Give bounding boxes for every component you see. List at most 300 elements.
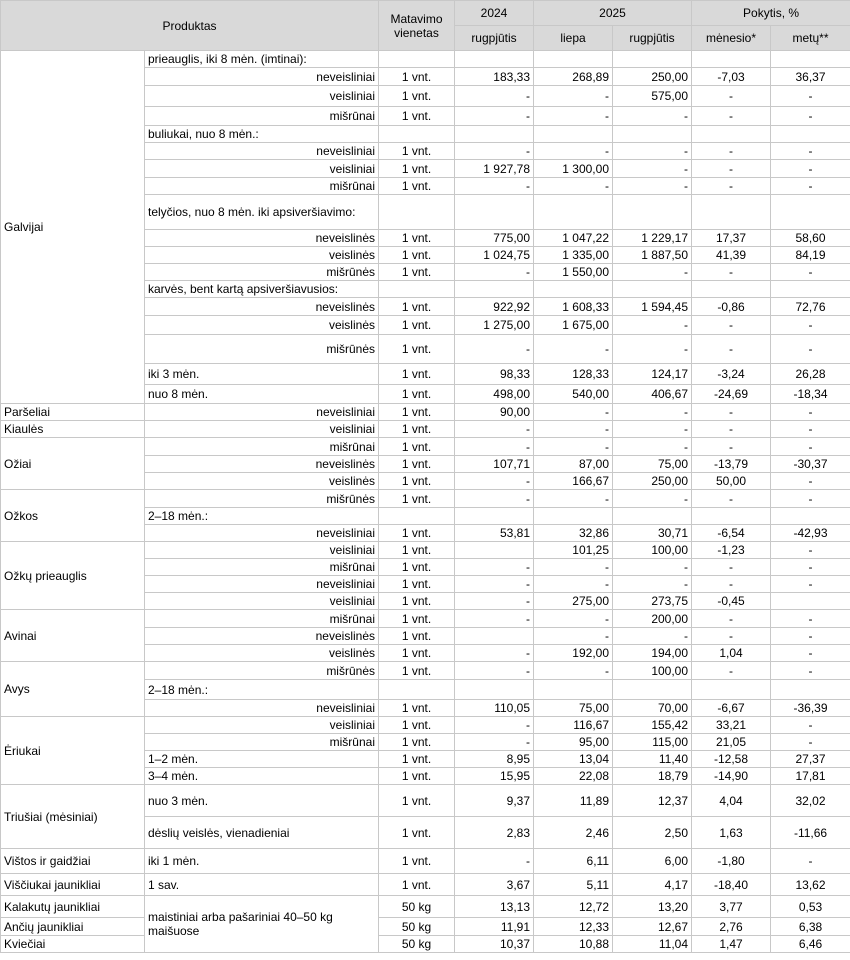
unit-cell: 1 vnt. xyxy=(379,593,455,610)
change-month: -7,03 xyxy=(692,68,771,86)
value-2025-aug: 13,20 xyxy=(613,896,692,918)
change-month: - xyxy=(692,335,771,364)
change-month: - xyxy=(692,628,771,645)
value-2025-jul: 2,46 xyxy=(534,817,613,849)
value-2025-aug: 124,17 xyxy=(613,364,692,385)
value-2025-jul: - xyxy=(534,86,613,107)
value-2024-aug: - xyxy=(455,662,534,680)
unit-cell: 1 vnt. xyxy=(379,385,455,404)
unit-cell: 1 vnt. xyxy=(379,628,455,645)
value-2025-aug: - xyxy=(613,178,692,195)
value-2025-aug: - xyxy=(613,264,692,281)
table-row xyxy=(1,918,850,936)
table-row xyxy=(1,404,850,421)
change-year: 32,02 xyxy=(771,785,850,817)
value-2025-jul: - xyxy=(534,662,613,680)
change-year: - xyxy=(771,473,850,490)
value-2025-aug: - xyxy=(613,107,692,126)
value-2024-aug: 98,33 xyxy=(455,364,534,385)
value-2025-jul: - xyxy=(534,438,613,456)
product-group-name: Avys xyxy=(1,662,145,717)
value-2025-aug: - xyxy=(613,421,692,438)
unit-cell: 1 vnt. xyxy=(379,230,455,247)
change-year: 58,60 xyxy=(771,230,850,247)
table-row xyxy=(1,896,850,918)
table-row xyxy=(1,785,850,817)
change-year: - xyxy=(771,160,850,178)
value-2025-jul: 128,33 xyxy=(534,364,613,385)
value-2024-aug: - xyxy=(455,717,534,734)
section-row xyxy=(1,51,850,68)
unit-cell: 50 kg xyxy=(379,936,455,953)
empty-cell xyxy=(613,680,692,700)
product-group-name: Ožkų prieauglis xyxy=(1,542,145,610)
product-subtype: iki 1 mėn. xyxy=(145,849,379,874)
value-2025-aug: 406,67 xyxy=(613,385,692,404)
value-2025-aug: 12,37 xyxy=(613,785,692,817)
product-subtype: neveisliniai xyxy=(145,68,379,86)
product-subtype: 1 sav. xyxy=(145,874,379,896)
unit-cell: 1 vnt. xyxy=(379,734,455,751)
empty-cell xyxy=(379,195,455,230)
change-year: - xyxy=(771,576,850,593)
unit-cell: 1 vnt. xyxy=(379,178,455,195)
change-month: 17,37 xyxy=(692,230,771,247)
product-subtype: veislinės xyxy=(145,645,379,662)
header-2024-rugpjutis: rugpjūtis xyxy=(455,26,534,51)
value-2025-aug: - xyxy=(613,576,692,593)
value-2025-jul: 101,25 xyxy=(534,542,613,559)
change-year: 17,81 xyxy=(771,768,850,785)
product-subtype: neveisliniai xyxy=(145,404,379,421)
unit-cell: 1 vnt. xyxy=(379,107,455,126)
table-row xyxy=(1,717,850,734)
change-year: - xyxy=(771,490,850,508)
change-month: -12,58 xyxy=(692,751,771,768)
value-2025-aug: 100,00 xyxy=(613,662,692,680)
change-year: - xyxy=(771,628,850,645)
value-2024-aug: - xyxy=(455,86,534,107)
change-year: - xyxy=(771,610,850,628)
value-2025-aug: - xyxy=(613,316,692,335)
table-row xyxy=(1,421,850,438)
value-2025-jul: 12,33 xyxy=(534,918,613,936)
header-product: Produktas xyxy=(1,1,379,51)
product-subtype: mišrūnai xyxy=(145,178,379,195)
value-2025-aug: - xyxy=(613,490,692,508)
value-2024-aug: 8,95 xyxy=(455,751,534,768)
product-group-name: Vištos ir gaidžiai xyxy=(1,849,145,874)
unit-cell: 1 vnt. xyxy=(379,717,455,734)
change-year: 6,46 xyxy=(771,936,850,953)
change-year xyxy=(771,593,850,610)
product-subtype: mišrūnai xyxy=(145,734,379,751)
value-2024-aug: - xyxy=(455,645,534,662)
change-month: 1,63 xyxy=(692,817,771,849)
empty-cell xyxy=(613,195,692,230)
value-2024-aug: - xyxy=(455,178,534,195)
change-year: - xyxy=(771,86,850,107)
value-2025-jul: 95,00 xyxy=(534,734,613,751)
product-subtype: neveisliniai xyxy=(145,576,379,593)
change-year: - xyxy=(771,542,850,559)
change-month: -0,86 xyxy=(692,298,771,316)
change-month: -24,69 xyxy=(692,385,771,404)
product-group-name: Viščiukai jaunikliai xyxy=(1,874,145,896)
change-year: 0,53 xyxy=(771,896,850,918)
product-subtype: veisliniai xyxy=(145,542,379,559)
product-group-name: Paršeliai xyxy=(1,404,145,421)
change-year: 84,19 xyxy=(771,247,850,264)
unit-cell: 1 vnt. xyxy=(379,298,455,316)
empty-cell xyxy=(613,281,692,298)
value-2025-jul: 192,00 xyxy=(534,645,613,662)
unit-cell: 1 vnt. xyxy=(379,849,455,874)
unit-cell: 1 vnt. xyxy=(379,160,455,178)
change-month: -0,45 xyxy=(692,593,771,610)
product-subtype: iki 3 mėn. xyxy=(145,364,379,385)
empty-cell xyxy=(455,51,534,68)
product-group-name: Ančių jaunikliai xyxy=(1,918,145,936)
table-row xyxy=(1,438,850,456)
header-year-2024: 2024 xyxy=(455,1,534,26)
value-2025-aug: 200,00 xyxy=(613,610,692,628)
empty-cell xyxy=(455,195,534,230)
unit-cell: 1 vnt. xyxy=(379,610,455,628)
empty-cell xyxy=(613,508,692,525)
product-subtype: veisliniai xyxy=(145,86,379,107)
table-body xyxy=(1,51,850,953)
table-row xyxy=(1,490,850,508)
empty-cell xyxy=(692,508,771,525)
value-2025-jul: 1 047,22 xyxy=(534,230,613,247)
value-2025-jul: 13,04 xyxy=(534,751,613,768)
table-row xyxy=(1,849,850,874)
product-subtype: dėslių veislės, vienadieniai xyxy=(145,817,379,849)
header-year-2025: 2025 xyxy=(534,1,692,26)
category-heading: 2–18 mėn.: xyxy=(145,680,379,700)
header-unit: Matavimo vienetas xyxy=(379,1,455,51)
change-year: - xyxy=(771,178,850,195)
value-2024-aug: 15,95 xyxy=(455,768,534,785)
product-subtype: neveisliniai xyxy=(145,525,379,542)
unit-cell: 1 vnt. xyxy=(379,576,455,593)
value-2025-aug: 115,00 xyxy=(613,734,692,751)
product-subtype: neveisliniai xyxy=(145,700,379,717)
value-2024-aug: 11,91 xyxy=(455,918,534,936)
value-2024-aug: - xyxy=(455,559,534,576)
change-year: 6,38 xyxy=(771,918,850,936)
change-month: 1,47 xyxy=(692,936,771,953)
empty-cell xyxy=(534,680,613,700)
unit-cell: 1 vnt. xyxy=(379,473,455,490)
unit-cell: 1 vnt. xyxy=(379,421,455,438)
change-year: - xyxy=(771,316,850,335)
empty-cell xyxy=(455,508,534,525)
change-month: - xyxy=(692,490,771,508)
change-month: 33,21 xyxy=(692,717,771,734)
product-subtype: mišrūnai xyxy=(145,438,379,456)
empty-cell xyxy=(455,126,534,143)
value-2025-jul: - xyxy=(534,576,613,593)
change-month: - xyxy=(692,264,771,281)
unit-cell: 1 vnt. xyxy=(379,247,455,264)
empty-cell xyxy=(692,51,771,68)
product-subtype: neveisliniai xyxy=(145,143,379,160)
product-group-name: Avinai xyxy=(1,610,145,662)
empty-cell xyxy=(771,51,850,68)
value-2025-jul: - xyxy=(534,421,613,438)
value-2025-jul: - xyxy=(534,107,613,126)
value-2025-jul: 275,00 xyxy=(534,593,613,610)
unit-cell: 1 vnt. xyxy=(379,751,455,768)
change-month: 41,39 xyxy=(692,247,771,264)
change-month: - xyxy=(692,316,771,335)
header-2025-rugpjutis: rugpjūtis xyxy=(613,26,692,51)
product-subtype: veislinės xyxy=(145,316,379,335)
value-2025-aug: 575,00 xyxy=(613,86,692,107)
empty-cell xyxy=(455,281,534,298)
unit-cell: 1 vnt. xyxy=(379,364,455,385)
empty-cell xyxy=(379,126,455,143)
value-2024-aug: - xyxy=(455,576,534,593)
change-year: -11,66 xyxy=(771,817,850,849)
value-2024-aug: 1 024,75 xyxy=(455,247,534,264)
change-month: -1,23 xyxy=(692,542,771,559)
unit-cell: 1 vnt. xyxy=(379,68,455,86)
value-2025-jul: 11,89 xyxy=(534,785,613,817)
value-2024-aug: 13,13 xyxy=(455,896,534,918)
empty-cell xyxy=(692,195,771,230)
value-2025-jul: 268,89 xyxy=(534,68,613,86)
value-2024-aug: 3,67 xyxy=(455,874,534,896)
category-heading: telyčios, nuo 8 mėn. iki apsiveršiavimo: xyxy=(145,195,379,230)
value-2024-aug: 107,71 xyxy=(455,456,534,473)
change-month: - xyxy=(692,86,771,107)
value-2024-aug: - xyxy=(455,438,534,456)
change-month: - xyxy=(692,438,771,456)
change-year: - xyxy=(771,849,850,874)
value-2025-jul: 1 300,00 xyxy=(534,160,613,178)
value-2024-aug: - xyxy=(455,734,534,751)
header-2025-liepa: liepa xyxy=(534,26,613,51)
empty-cell xyxy=(379,281,455,298)
change-year: - xyxy=(771,143,850,160)
change-year: -18,34 xyxy=(771,385,850,404)
unit-cell: 1 vnt. xyxy=(379,456,455,473)
change-year: - xyxy=(771,264,850,281)
value-2025-jul: - xyxy=(534,628,613,645)
category-heading: karvės, bent kartą apsiveršiavusios: xyxy=(145,281,379,298)
empty-cell xyxy=(771,508,850,525)
table-row xyxy=(1,936,850,953)
empty-cell xyxy=(534,51,613,68)
value-2025-jul: 1 550,00 xyxy=(534,264,613,281)
product-subtype: mišrūnės xyxy=(145,662,379,680)
change-year: 13,62 xyxy=(771,874,850,896)
value-2025-jul: 32,86 xyxy=(534,525,613,542)
value-2025-jul: - xyxy=(534,610,613,628)
table-row xyxy=(1,874,850,896)
value-2025-jul: 116,67 xyxy=(534,717,613,734)
value-2025-aug: - xyxy=(613,335,692,364)
value-2025-aug: 155,42 xyxy=(613,717,692,734)
value-2025-aug: 6,00 xyxy=(613,849,692,874)
change-year: 36,37 xyxy=(771,68,850,86)
value-2025-aug: - xyxy=(613,628,692,645)
value-2025-aug: - xyxy=(613,438,692,456)
value-2025-aug: - xyxy=(613,143,692,160)
value-2024-aug: 1 927,78 xyxy=(455,160,534,178)
value-2025-aug: 70,00 xyxy=(613,700,692,717)
product-subtype: mišrūnės xyxy=(145,264,379,281)
value-2025-jul: 540,00 xyxy=(534,385,613,404)
value-2025-aug: - xyxy=(613,404,692,421)
unit-cell: 1 vnt. xyxy=(379,768,455,785)
empty-cell xyxy=(692,281,771,298)
change-year: - xyxy=(771,717,850,734)
change-month: -14,90 xyxy=(692,768,771,785)
change-month: - xyxy=(692,404,771,421)
category-heading: buliukai, nuo 8 mėn.: xyxy=(145,126,379,143)
unit-cell: 1 vnt. xyxy=(379,874,455,896)
category-heading: 2–18 mėn.: xyxy=(145,508,379,525)
change-month: 3,77 xyxy=(692,896,771,918)
product-subtype: veislinės xyxy=(145,473,379,490)
value-2025-jul: 10,88 xyxy=(534,936,613,953)
change-month: 1,04 xyxy=(692,645,771,662)
unit-cell: 1 vnt. xyxy=(379,662,455,680)
change-year: -36,39 xyxy=(771,700,850,717)
change-year: 26,28 xyxy=(771,364,850,385)
change-month: -18,40 xyxy=(692,874,771,896)
product-group-name: Ožiai xyxy=(1,438,145,490)
value-2024-aug: - xyxy=(455,849,534,874)
header-change: Pokytis, % xyxy=(692,1,850,26)
unit-cell: 1 vnt. xyxy=(379,542,455,559)
value-2024-aug: 53,81 xyxy=(455,525,534,542)
product-subtype: veisliniai xyxy=(145,593,379,610)
value-2024-aug: 922,92 xyxy=(455,298,534,316)
empty-cell xyxy=(771,680,850,700)
value-2025-aug: 273,75 xyxy=(613,593,692,610)
value-2025-jul: 22,08 xyxy=(534,768,613,785)
change-month: 21,05 xyxy=(692,734,771,751)
change-month: - xyxy=(692,143,771,160)
category-heading: prieauglis, iki 8 mėn. (imtinai): xyxy=(145,51,379,68)
value-2025-jul: 1 608,33 xyxy=(534,298,613,316)
change-month: - xyxy=(692,160,771,178)
value-2024-aug: - xyxy=(455,335,534,364)
value-2025-aug: - xyxy=(613,160,692,178)
value-2025-jul: - xyxy=(534,490,613,508)
value-2025-aug: 12,67 xyxy=(613,918,692,936)
empty-cell xyxy=(534,195,613,230)
unit-cell: 50 kg xyxy=(379,896,455,918)
value-2024-aug: - xyxy=(455,473,534,490)
change-month: -6,54 xyxy=(692,525,771,542)
empty-cell xyxy=(455,680,534,700)
value-2025-aug: 75,00 xyxy=(613,456,692,473)
change-year: 72,76 xyxy=(771,298,850,316)
value-2025-jul: 166,67 xyxy=(534,473,613,490)
unit-cell: 50 kg xyxy=(379,918,455,936)
empty-cell xyxy=(379,508,455,525)
product-subtype: nuo 3 mėn. xyxy=(145,785,379,817)
product-subtype: nuo 8 mėn. xyxy=(145,385,379,404)
change-month: - xyxy=(692,107,771,126)
unit-cell: 1 vnt. xyxy=(379,700,455,717)
value-2025-aug: 11,04 xyxy=(613,936,692,953)
value-2024-aug: - xyxy=(455,490,534,508)
value-2025-jul: 12,72 xyxy=(534,896,613,918)
unit-cell: 1 vnt. xyxy=(379,559,455,576)
value-2025-jul: - xyxy=(534,143,613,160)
table-row xyxy=(1,542,850,559)
product-subtype: mišrūnės xyxy=(145,335,379,364)
value-2024-aug: 1 275,00 xyxy=(455,316,534,335)
unit-cell: 1 vnt. xyxy=(379,143,455,160)
product-group-name: Ožkos xyxy=(1,490,145,542)
unit-cell: 1 vnt. xyxy=(379,490,455,508)
empty-cell xyxy=(692,680,771,700)
change-month: 2,76 xyxy=(692,918,771,936)
table-header xyxy=(1,1,850,51)
product-group-name: Kviečiai xyxy=(1,936,145,953)
change-year: - xyxy=(771,107,850,126)
unit-cell: 1 vnt. xyxy=(379,404,455,421)
product-group-name: Kiaulės xyxy=(1,421,145,438)
value-2025-jul: 1 335,00 xyxy=(534,247,613,264)
value-2025-aug: 1 594,45 xyxy=(613,298,692,316)
change-month: - xyxy=(692,421,771,438)
change-month: - xyxy=(692,610,771,628)
product-subtype: veisliniai xyxy=(145,717,379,734)
product-subtype: neveislinės xyxy=(145,298,379,316)
change-year: - xyxy=(771,438,850,456)
value-2024-aug: 498,00 xyxy=(455,385,534,404)
value-2024-aug: 110,05 xyxy=(455,700,534,717)
change-month: - xyxy=(692,559,771,576)
product-group-name: Ėriukai xyxy=(1,717,145,785)
product-group-name: Galvijai xyxy=(1,51,145,404)
value-2024-aug: - xyxy=(455,610,534,628)
empty-cell xyxy=(613,126,692,143)
change-month: 50,00 xyxy=(692,473,771,490)
product-subtype: 1–2 mėn. xyxy=(145,751,379,768)
value-2024-aug: 2,83 xyxy=(455,817,534,849)
value-2024-aug: 775,00 xyxy=(455,230,534,247)
change-year: - xyxy=(771,645,850,662)
unit-cell: 1 vnt. xyxy=(379,785,455,817)
unit-cell: 1 vnt. xyxy=(379,335,455,364)
value-2025-aug: 18,79 xyxy=(613,768,692,785)
value-2025-aug: 194,00 xyxy=(613,645,692,662)
change-year: - xyxy=(771,404,850,421)
empty-cell xyxy=(771,281,850,298)
change-month: -13,79 xyxy=(692,456,771,473)
change-month: - xyxy=(692,662,771,680)
empty-cell xyxy=(771,195,850,230)
product-subtype: mišrūnai xyxy=(145,559,379,576)
value-2025-jul: 6,11 xyxy=(534,849,613,874)
value-2024-aug: 90,00 xyxy=(455,404,534,421)
product-subtype: mišrūnės xyxy=(145,490,379,508)
change-year: - xyxy=(771,734,850,751)
unit-cell: 1 vnt. xyxy=(379,817,455,849)
value-2025-aug: 100,00 xyxy=(613,542,692,559)
value-2024-aug xyxy=(455,542,534,559)
